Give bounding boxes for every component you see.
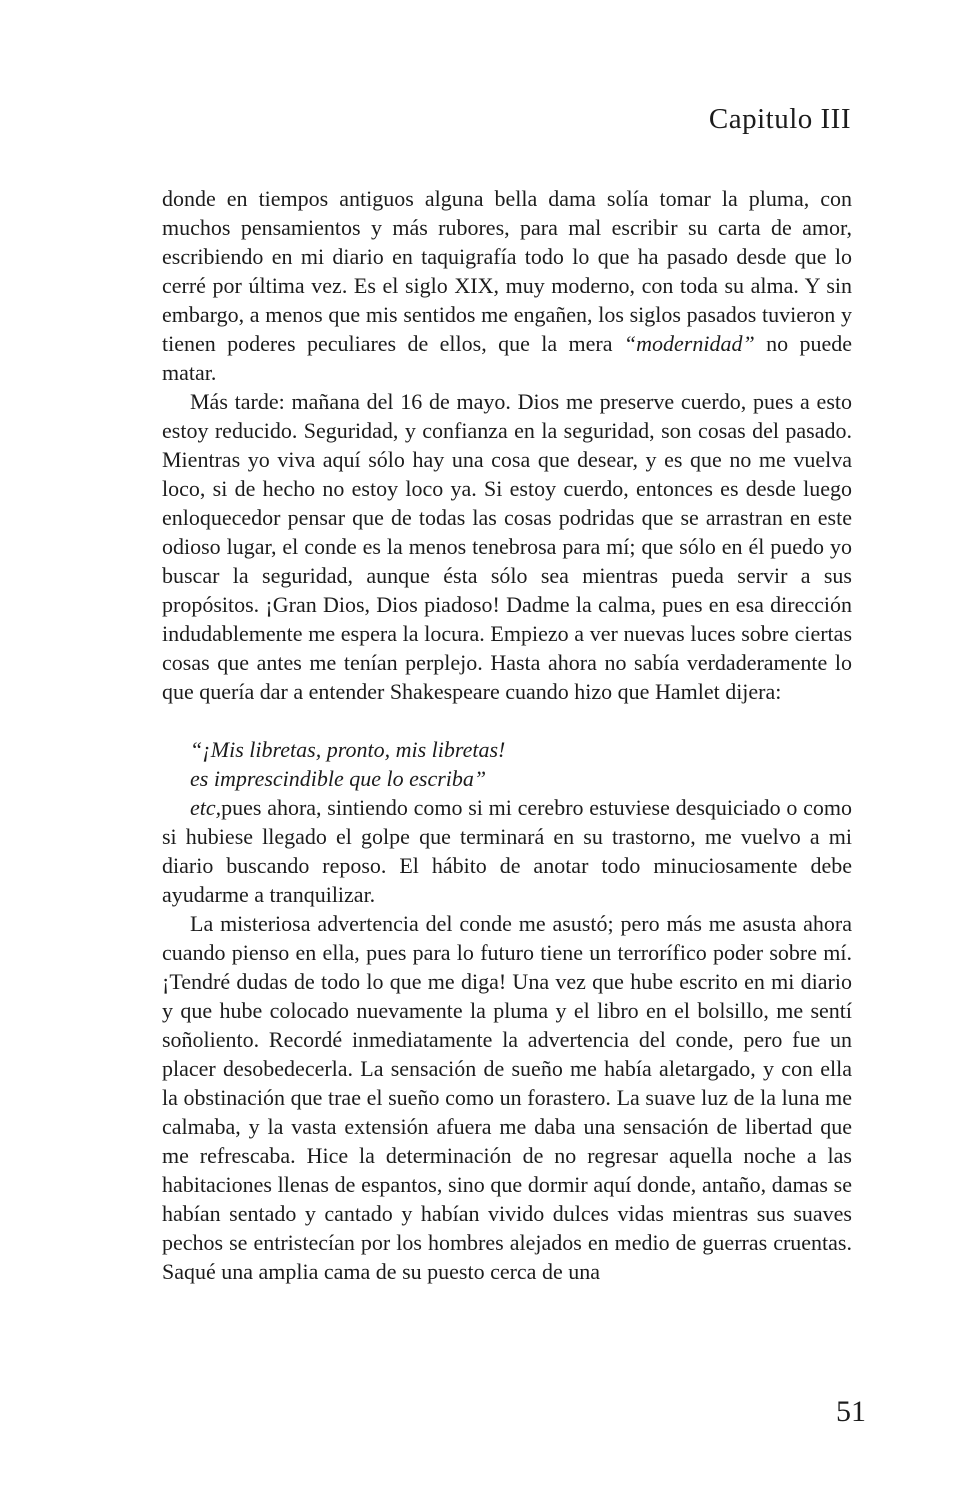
running-head: Capitulo III <box>708 103 851 135</box>
paragraph-3-text: pues ahora, sintiendo como si mi cerebro estuviese desquiciado o como si hubiese llegado el golpe que terminará en su trastorno, me vuelvo a mi diario buscando reposo. El hábito de anotar todo minuciosamente debe ayudarme a tranquilizar. <box>162 795 852 907</box>
page-body <box>162 184 852 1286</box>
paragraph-1-text: donde en tiempos antiguos alguna bella dama solía tomar la pluma, con muchos pensamientos y más rubores, para mal escribir su carta de amor, escribiendo en mi diario en taquigrafía todo lo que ha pasado desde que lo cerré por última vez. Es el siglo XIX, muy moderno, con toda su alma. Y sin embargo, a menos que mis sentidos me engañen, los siglos pasados tuvieron y tienen poderes peculiares de ellos, que la mera <box>162 186 852 356</box>
paragraph-3-lead: etc, <box>190 795 222 820</box>
paragraph-1-end: no puede matar. <box>162 331 852 385</box>
quote-line-2: es imprescindible que lo escriba” <box>190 766 487 791</box>
page-number: 51 <box>836 1395 866 1428</box>
paragraph-2: Más tarde: mañana del 16 de mayo. Dios me preserve cuerdo, pues a esto estoy reducido. Seguridad, y confianza en la seguridad, son cosas del pasado. Mientras yo viva aquí sólo hay una cosa que desear, y es que no me vuelva loco, si de hecho no estoy loco ya. Si estoy cuerdo, entonces es desde luego enloquecedor pensar que de todas las cosas podridas que se arrastran en este odioso lugar, el conde es la menos tenebrosa para mí; que sólo en él puedo yo buscar la seguridad, aunque ésta sólo sea mientras pueda servir a sus propósitos. ¡Gran Dios, Dios piadoso! Dadme la calma, pues en esa dirección indudablemente me espera la locura. Empiezo a ver nuevas luces sobre ciertas cosas que antes me tenían perplejo. Hasta ahora no sabía verdaderamente lo que quería dar a entender Shakespeare cuando hizo que Hamlet dijera: <box>162 389 852 704</box>
quote-line-1: “¡Mis libretas, pronto, mis libretas! <box>190 737 506 762</box>
paragraph-3 <box>162 793 852 909</box>
paragraph-4: La misteriosa advertencia del conde me asustó; pero más me asusta ahora cuando pienso en ella, pues para lo futuro tiene un terrorífico poder sobre mí. ¡Tendré dudas de todo lo que me diga! Una vez que hube escrito en mi diario y que hube colocado nuevamente la pluma y el libro en el bolsillo, me sentí soñoliento. Recordé inmediatamente la advertencia del conde, pero fue un placer desobedecerla. La sensación de sueño me había aletargado, y con ella la obstinación que trae el sueño como un forastero. La suave luz de la luna me calmaba, y la vasta extensión afuera me daba una sensación de libertad que me refrescaba. Hice la determinación de no regresar aquella noche a las habitaciones llenas de espantos, sino que dormir aquí donde, antaño, damas se habían sentado y cantado y habían vivido dulces vidas mientras sus suaves pechos se entristecían por los hombres alejados en medio de guerras cruentas. Saqué una amplia cama de su puesto cerca de una <box>162 911 852 1284</box>
paragraph-1 <box>162 184 852 387</box>
italic-term: “modernidad” <box>623 331 755 356</box>
